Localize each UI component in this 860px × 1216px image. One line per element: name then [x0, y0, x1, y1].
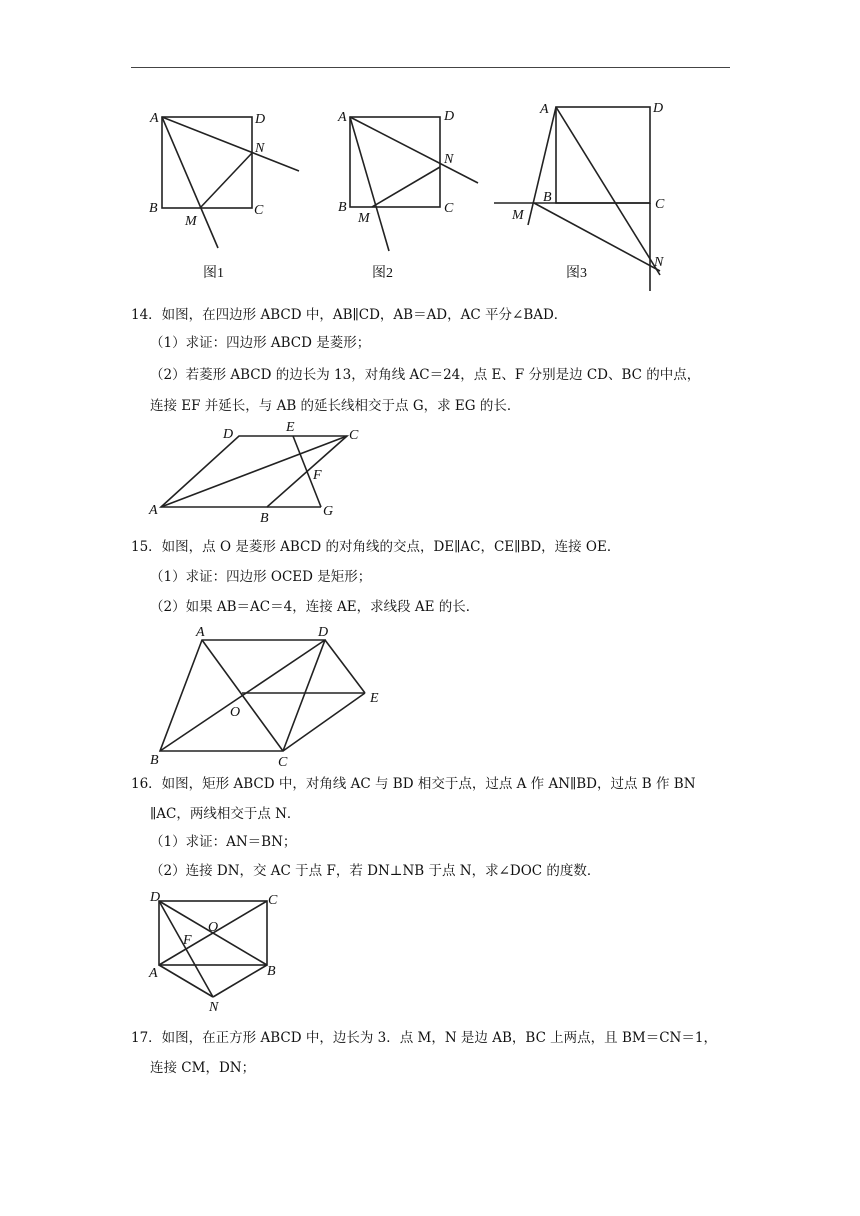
label-a: A	[338, 110, 347, 125]
segment-mn	[200, 153, 252, 208]
label-a: A	[149, 503, 158, 518]
label-n: N	[654, 255, 664, 270]
q14-part2-line1: （2）若菱形 ABCD 的边长为 13，对角线 AC＝24，点 E、F 分别是边 CD、BC 的中点，	[150, 367, 701, 383]
segment-an	[556, 107, 660, 275]
q15-figure	[140, 620, 400, 770]
label-c: C	[349, 428, 359, 443]
caption-fig1: 图1	[203, 266, 224, 281]
q16-stem-line1: 16．如图，矩形 ABCD 中，对角线 AC 与 BD 相交于点，过点 A 作 AN∥BD，过点 B 作 BN	[131, 776, 696, 792]
caption-fig2: 图2	[372, 266, 393, 281]
label-b: B	[260, 511, 269, 526]
label-b: B	[543, 190, 552, 205]
label-b: B	[267, 964, 276, 979]
label-d: D	[653, 101, 664, 116]
label-e: E	[286, 420, 295, 435]
label-c: C	[655, 197, 665, 212]
label-a: A	[150, 111, 159, 126]
q17-stem-line2: 连接 CM，DN；	[150, 1060, 256, 1076]
label-c: C	[268, 893, 278, 908]
label-d: D	[444, 109, 455, 124]
label-d: D	[318, 625, 329, 640]
label-o: O	[208, 920, 219, 935]
ray-am	[350, 117, 389, 251]
q17-stem-line1: 17．如图，在正方形 ABCD 中，边长为 3．点 M，N 是边 AB，BC 上两点，且 BM＝CN＝1，	[131, 1030, 717, 1046]
label-c: C	[278, 755, 288, 770]
label-b: B	[150, 753, 159, 768]
header-rule	[131, 67, 730, 68]
caption-fig3: 图3	[566, 266, 587, 281]
label-d: D	[150, 890, 161, 905]
segment-mn	[534, 203, 660, 271]
segment-bn	[213, 965, 267, 997]
q16-stem-line2: ∥AC，两线相交于点 N．	[150, 806, 301, 822]
label-m: M	[358, 211, 370, 226]
square-abcd	[556, 107, 650, 203]
label-a: A	[196, 625, 205, 640]
ray-an	[162, 117, 299, 171]
figure-1	[130, 95, 320, 285]
label-d: D	[223, 427, 234, 442]
segment-mn	[372, 167, 440, 207]
ray-an	[350, 117, 478, 183]
label-a: A	[540, 102, 549, 117]
label-d: D	[255, 112, 266, 127]
label-b: B	[149, 201, 158, 216]
q14-part1: （1）求证：四边形 ABCD 是菱形；	[150, 335, 371, 351]
label-n: N	[209, 1000, 219, 1015]
segment-de	[325, 640, 365, 693]
figure-3	[490, 95, 690, 295]
diagonal-bd	[160, 640, 325, 751]
q14-part2-line2: 连接 EF 并延长，与 AB 的延长线相交于点 G，求 EG 的长．	[150, 398, 521, 414]
label-b: B	[338, 200, 347, 215]
q15-part2: （2）如果 AB＝AC＝4，连接 AE，求线段 AE 的长．	[150, 599, 480, 615]
label-c: C	[254, 203, 264, 218]
segment-dn	[159, 901, 213, 997]
q16-part2: （2）连接 DN，交 AC 于点 F，若 DN⊥NB 于点 N，求∠DOC 的度数．	[150, 863, 601, 879]
label-m: M	[512, 208, 524, 223]
label-c: C	[444, 201, 454, 216]
q16-part1: （1）求证：AN＝BN；	[150, 834, 297, 850]
q14-figure	[145, 418, 375, 528]
label-g: G	[323, 504, 334, 519]
label-f: F	[313, 468, 322, 483]
q15-part1: （1）求证：四边形 OCED 是矩形；	[150, 569, 372, 585]
label-e: E	[370, 691, 379, 706]
label-m: M	[185, 214, 197, 229]
q15-stem: 15．如图，点 O 是菱形 ABCD 的对角线的交点，DE∥AC，CE∥BD，连接 OE．	[131, 539, 621, 555]
figure-2	[320, 95, 490, 285]
label-f: F	[183, 933, 192, 948]
q14-stem: 14．如图，在四边形 ABCD 中，AB∥CD，AB＝AD，AC 平分∠BAD．	[131, 307, 568, 323]
segment-ce	[283, 693, 365, 751]
label-o: O	[230, 705, 241, 720]
q16-figure	[140, 885, 290, 1015]
label-n: N	[444, 152, 454, 167]
square-abcd	[162, 117, 252, 208]
label-a: A	[149, 966, 158, 981]
label-n: N	[255, 141, 265, 156]
